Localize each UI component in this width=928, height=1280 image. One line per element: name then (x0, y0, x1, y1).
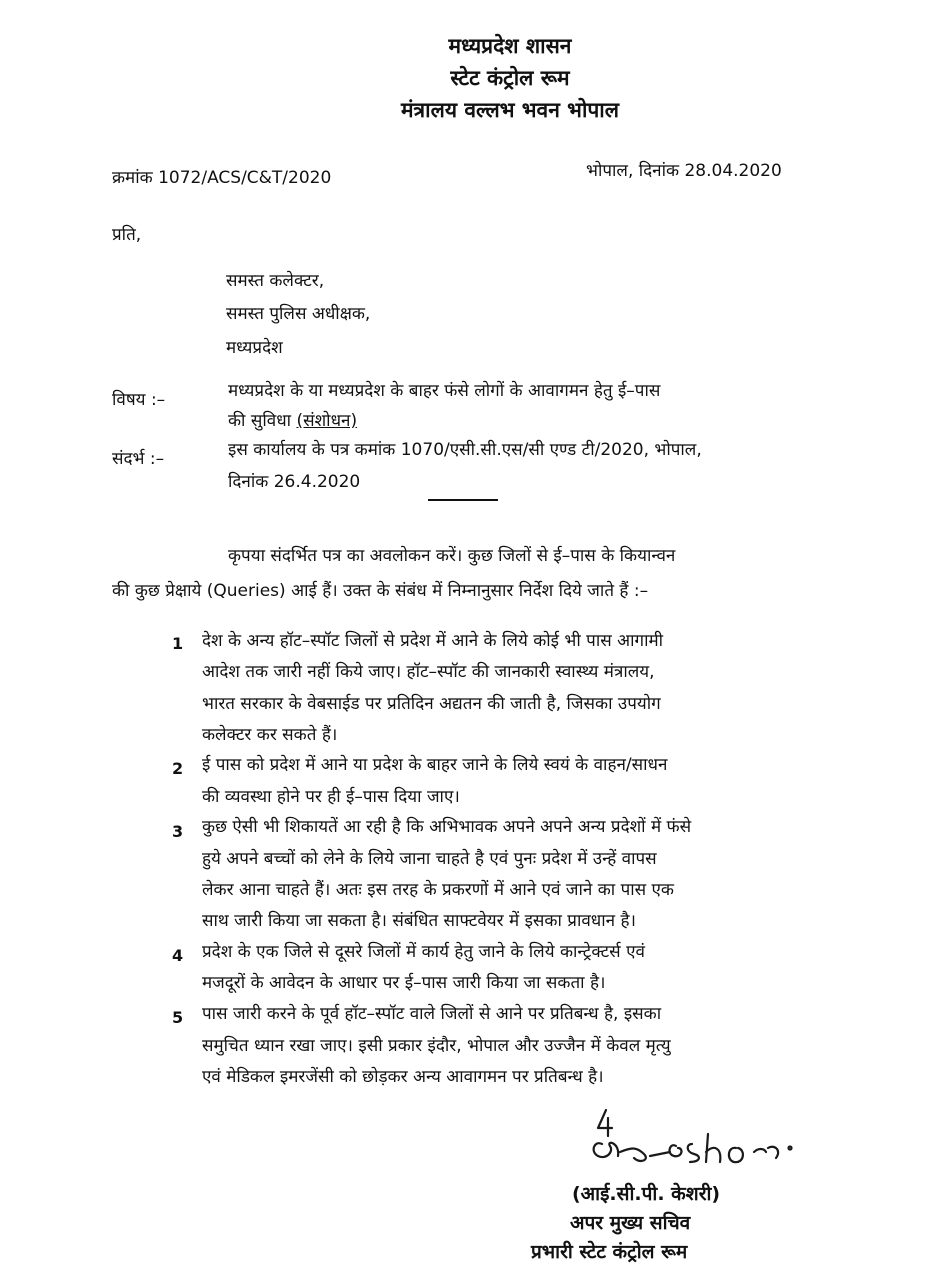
item-line: कुछ ऐसी भी शिकायतें आ रही है कि अभिभावक अपने अपने अन्य प्रदेशों में फंसे (202, 817, 692, 837)
header-control-room: स्टेट कंट्रोल रूम (450, 66, 570, 90)
item-number: 5 (172, 1008, 184, 1027)
item-line: कलेक्टर कर सकते हैं। (202, 725, 338, 745)
item-line: पास जारी करने के पूर्व हॉट–स्पॉट वाले जिलों से आने पर प्रतिबन्ध है, इसका (202, 1004, 662, 1024)
subject-text: की सुविधा (228, 411, 297, 431)
signatory-name: (आई.सी.पी. केशरी) (572, 1183, 721, 1205)
subject-amendment: (संशोधन) (296, 411, 358, 431)
intro-line-2: की कुछ प्रेक्षाये (Queries) आई हैं। उक्त के संबंध में निम्नानुसार निर्देश दिये जाते हैं :– (112, 581, 649, 601)
divider-rule (428, 499, 498, 501)
reference-line-1: इस कार्यालय के पत्र कमांक 1070/एसी.सी.एस/सी एण्ड टी/2020, भोपाल, (228, 440, 702, 460)
reference-label: संदर्भ :– (112, 449, 165, 469)
header-address: मंत्रालय वल्लभ भवन भोपाल (401, 98, 619, 122)
recipient-collectors: समस्त कलेक्टर, (226, 271, 325, 291)
subject-line-1: मध्यप्रदेश के या मध्यप्रदेश के बाहर फंसे लोगों के आवागमन हेतु ई–पास (228, 381, 661, 401)
item-line: की व्यवस्था होने पर ही ई–पास दिया जाए। (202, 787, 460, 807)
item-line: आदेश तक जारी नहीं किये जाए। हॉट–स्पॉट की जानकारी स्वास्थ्य मंत्रालय, (202, 662, 655, 682)
place-date: भोपाल, दिनांक 28.04.2020 (586, 161, 782, 181)
reference-number: क्रमांक 1072/ACS/C&T/2020 (112, 168, 332, 188)
header-government: मध्यप्रदेश शासन (448, 34, 572, 58)
item-line: साथ जारी किया जा सकता है। संबंधित साफ्टवेयर में इसका प्रावधान है। (202, 911, 636, 931)
item-number: 3 (172, 822, 184, 841)
reference-line-2: दिनांक 26.4.2020 (228, 472, 361, 492)
recipient-police: समस्त पुलिस अधीक्षक, (226, 304, 371, 324)
item-line: समुचित ध्यान रखा जाए। इसी प्रकार इंदौर, भोपाल और उज्जैन में केवल मृत्यु (202, 1036, 671, 1056)
item-number: 1 (172, 634, 184, 653)
subject-line-2 (228, 408, 357, 431)
item-line: देश के अन्य हॉट–स्पॉट जिलों से प्रदेश में आने के लिये कोई भी पास आगामी (202, 631, 664, 651)
signature-icon (560, 1108, 810, 1178)
item-line: प्रदेश के एक जिले से दूसरे जिलों में कार्य हेतु जाने के लिये कान्ट्रेक्टर्स एवं (202, 942, 645, 962)
intro-line-1: कृपया संदर्भित पत्र का अवलोकन करें। कुछ जिलों से ई–पास के कियान्वन (228, 546, 676, 566)
item-line: हुये अपने बच्चों को लेने के लिये जाना चाहते है एवं पुनः प्रदेश में उन्हें वापस (202, 849, 657, 869)
item-line: मजदूरों के आवेदन के आधार पर ई–पास जारी किया जा सकता है। (202, 973, 606, 993)
item-line: एवं मेडिकल इमरजेंसी को छोड़कर अन्य आवागमन पर प्रतिबन्ध है। (202, 1067, 604, 1087)
signatory-office: प्रभारी स्टेट कंट्रोल रूम (531, 1241, 688, 1263)
recipient-prefix: प्रति, (112, 225, 142, 245)
item-line: लेकर आना चाहते हैं। अतः इस तरह के प्रकरणों में आने एवं जाने का पास एक (202, 880, 674, 900)
item-number: 2 (172, 759, 184, 778)
signatory-designation: अपर मुख्य सचिव (570, 1212, 691, 1234)
subject-label: विषय :– (112, 390, 166, 410)
recipient-state: मध्यप्रदेश (226, 338, 283, 358)
item-line: ई पास को प्रदेश में आने या प्रदेश के बाहर जाने के लिये स्वयं के वाहन/साधन (202, 755, 668, 775)
item-number: 4 (172, 946, 184, 965)
item-line: भारत सरकार के वेबसाईड पर प्रतिदिन अद्यतन की जाती है, जिसका उपयोग (202, 694, 661, 714)
